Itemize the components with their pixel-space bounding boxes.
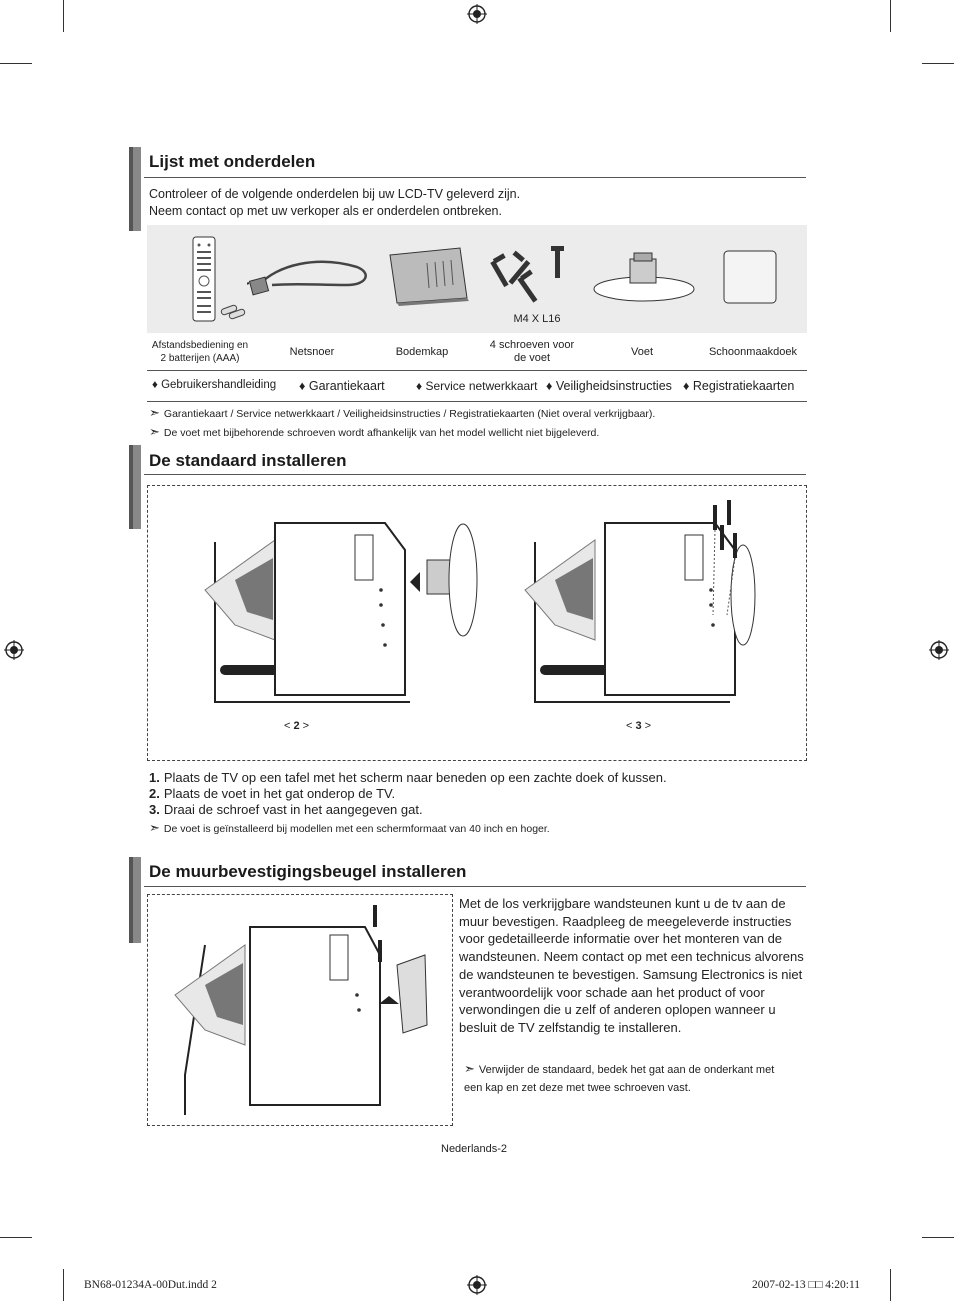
step-text: Draai de schroef vast in het aangegeven gat.: [163, 802, 423, 817]
tv-stand-step-3-illustration: [515, 495, 805, 710]
note-text: De voet met bijbehorende schroeven wordt afhankelijk van het model wellicht niet bijgeleverd.: [163, 427, 600, 439]
file-name: BN68-01234A-00Dut.indd 2: [84, 1279, 217, 1291]
part-label-line: 4 schroeven voor: [489, 339, 575, 351]
stand-icon: [592, 247, 697, 307]
note-text: De voet is geïnstalleerd bij modellen met een schermformaat van 40 inch en hoger.: [163, 823, 550, 835]
step-text: Plaats de voet in het gat onderop de TV.: [163, 786, 396, 801]
accessory-item: [416, 379, 538, 393]
figure-caption-2: < 2 >: [284, 720, 310, 732]
part-label-cover: Bodemkap: [395, 346, 449, 358]
power-cord-icon: [247, 245, 377, 305]
section-title-parts: Lijst met onderdelen: [149, 152, 316, 171]
part-label-cord: Netsnoer: [289, 346, 335, 358]
intro-line-2: Neem contact op met uw verkoper als er onderdelen ontbreken.: [149, 204, 502, 218]
diamond-bullet-icon: ♦: [152, 379, 162, 391]
part-label-line: de voet: [513, 352, 551, 364]
crop-mark: [63, 0, 64, 32]
figure-number: 2: [293, 720, 300, 732]
accessories-row: [147, 370, 807, 402]
note-arrow-icon: ➣: [149, 424, 160, 439]
note-stand-optional: [149, 424, 599, 440]
diamond-bullet-icon: ♦: [416, 379, 426, 393]
crop-mark: [63, 1269, 64, 1301]
diamond-bullet-icon: ♦: [683, 379, 693, 393]
crop-mark: [922, 63, 954, 64]
bottom-cover-icon: [385, 243, 475, 308]
registration-mark-icon: [929, 640, 949, 660]
page-number: Nederlands-2: [441, 1143, 508, 1155]
timestamp: 2007-02-13 □□ 4:20:11: [752, 1279, 861, 1291]
intro-line-1: Controleer of de volgende onderdelen bij uw LCD-TV geleverd zijn.: [149, 187, 521, 201]
wall-mount-illustration: [165, 905, 445, 1120]
registration-mark-icon: [467, 4, 487, 24]
tv-stand-step-2-illustration: [195, 520, 485, 710]
step-item: [149, 786, 395, 801]
parts-illustration-panel: [147, 225, 807, 333]
wall-mount-note: [464, 1060, 784, 1097]
note-stand-size: [149, 820, 550, 836]
accessory-label: Gebruikershandleiding: [161, 379, 277, 391]
section-title-wall: De muurbevestigingsbeugel installeren: [149, 862, 467, 881]
step-number: 1.: [149, 770, 160, 785]
accessory-label: Garantiekaart: [308, 379, 385, 393]
registration-mark-icon: [467, 1275, 487, 1295]
part-label-stand: Voet: [630, 346, 654, 358]
section-title-stand: De standaard installeren: [149, 451, 347, 470]
crop-mark: [0, 1237, 32, 1238]
note-arrow-icon: ➣: [149, 820, 160, 835]
note-availability: [149, 405, 655, 421]
accessory-label: Service netwerkkaart: [425, 379, 538, 393]
section-rule: [144, 474, 806, 475]
section-marker: [129, 445, 141, 529]
step-number: 2.: [149, 786, 160, 801]
crop-mark: [890, 1269, 891, 1301]
part-label-line: 2 batterijen (AAA): [160, 353, 240, 364]
step-text: Plaats de TV op een tafel met het scherm naar beneden op een zachte doek of kussen.: [163, 770, 667, 785]
accessory-item: [683, 379, 794, 393]
wall-mount-body: Met de los verkrijgbare wandsteunen kunt u de tv aan de muur bevestigen. Raadpleeg de meegeleverde instructies voor gedetailleerde informatie over het monteren van de wandsteunen. Neem contact op met een technicus alvorens de wandsteunen te bevestigen. Samsung Electronics is niet verantwoordelijk voor schade aan het product of voor verwondingen die u zelf of anderen oplopen wanneer u besluit de TV zelfstandig te installeren.: [459, 896, 804, 1035]
diamond-bullet-icon: ♦: [546, 379, 556, 393]
step-item: [149, 770, 667, 785]
note-arrow-icon: ➣: [149, 405, 160, 420]
part-label-line: Afstandsbediening en: [151, 340, 249, 351]
note-text: Garantiekaart / Service netwerkkaart / Veiligheidsinstructies / Registratiekaarten (Niet overal verkrijgbaar).: [163, 408, 656, 420]
section-rule: [144, 886, 806, 887]
accessory-item: [299, 379, 385, 393]
accessory-label: Registratiekaarten: [692, 379, 795, 393]
screws-icon: [487, 240, 577, 310]
figure-number: 3: [635, 720, 642, 732]
accessory-label: Veiligheidsinstructies: [555, 379, 672, 393]
part-label-remote: [150, 339, 250, 365]
crop-mark: [922, 1237, 954, 1238]
screw-size-label: M4 X L16: [513, 313, 561, 325]
section-marker: [129, 857, 141, 943]
step-item: [149, 802, 423, 817]
part-label-screws: [482, 339, 582, 365]
crop-mark: [890, 0, 891, 32]
note-arrow-icon: ➣: [464, 1061, 475, 1076]
note-text: Verwijder de standaard, bedek het gat aan de onderkant met een kap en zet deze met twee schroeven vast.: [464, 1064, 775, 1094]
accessory-item: [152, 379, 276, 391]
section-marker: [129, 147, 141, 231]
cleaning-cloth-icon: [720, 247, 780, 307]
diamond-bullet-icon: ♦: [299, 379, 309, 393]
crop-mark: [0, 63, 32, 64]
accessory-item: [546, 379, 672, 393]
registration-mark-icon: [4, 640, 24, 660]
section-rule: [144, 177, 806, 178]
step-number: 3.: [149, 802, 160, 817]
part-label-cloth: Schoonmaakdoek: [708, 346, 798, 358]
figure-caption-3: < 3 >: [626, 720, 652, 732]
